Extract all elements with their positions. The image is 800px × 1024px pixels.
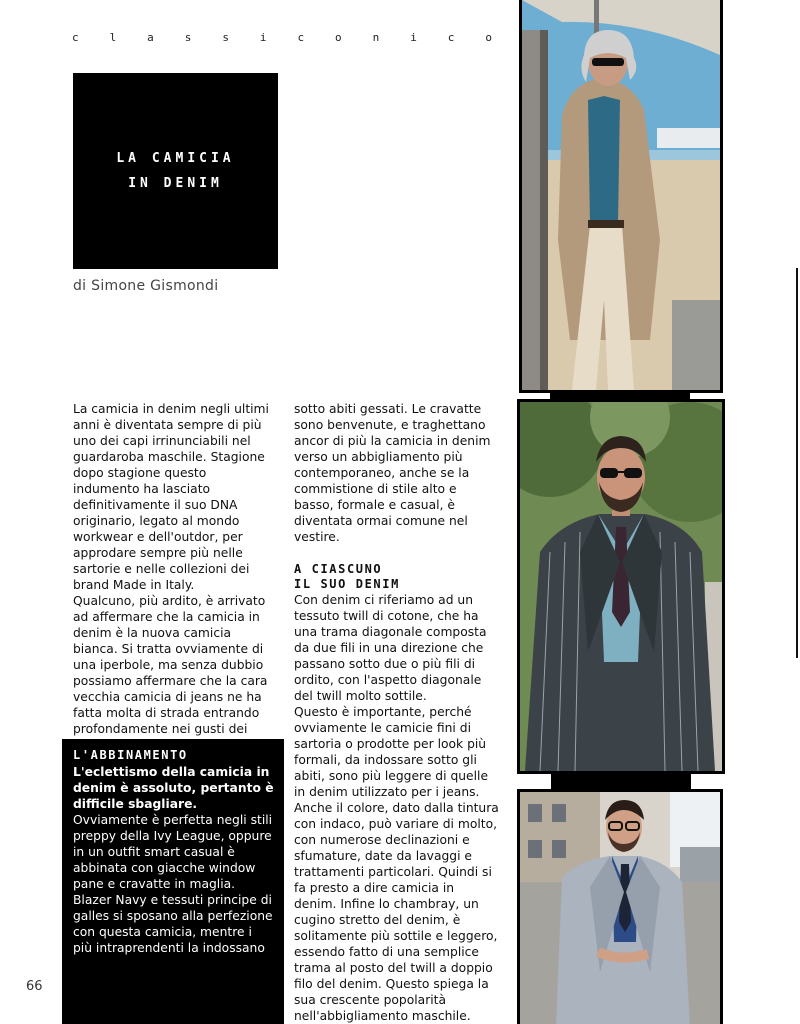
rubric-letter: i — [410, 31, 417, 44]
rubric-letter: s — [184, 31, 192, 44]
photo-man-pinstripe-suit — [517, 399, 725, 774]
photo-man-grey-blazer — [517, 789, 723, 1024]
photo-beach-illustration — [522, 0, 720, 393]
sidebar-text: Ovviamente è perfetta negli stili preppy della Ivy League, oppure in un outfit smart casual è abbinata con giacche window pane e cravatte in maglia. Blazer Navy e tessuti principe di galles si sposano alla perfezione con questa camicia, mentre i più intraprendenti la indossano — [73, 813, 273, 955]
rubric-letter: s — [222, 31, 229, 44]
paragraph: Qualcuno, più ardito, è arrivato ad affermare che la camicia in denim è la nuova camicia bianca. Si tratta ovviamente di una iperbole, ma senza dubbio possiamo affermare che la cara vecchia camicia di jeans ne ha fatta molta di strada entrando profondamente nei gusti dei — [73, 594, 268, 736]
author-byline: di Simone Gismondi — [73, 278, 219, 294]
rubric-letter: i — [259, 31, 267, 44]
title-line-1: LA CAMICIA — [116, 151, 235, 166]
rubric-letter: n — [372, 31, 380, 44]
body-column-1 — [73, 401, 273, 753]
photo-divider-bar — [551, 772, 691, 790]
body-column-2 — [294, 401, 500, 1024]
subheading-line-1: A CIASCUNO — [294, 562, 383, 576]
photo-man-beach — [519, 0, 723, 393]
photo-blazer-illustration — [520, 792, 720, 1024]
sidebar-lead: L'eclettismo della camicia in denim è assoluto, pertanto è difficile sbagliare. — [73, 765, 274, 811]
rubric-letter: a — [147, 31, 154, 44]
photo-suit-illustration — [520, 402, 722, 771]
sidebar-box — [62, 739, 284, 1024]
subheading — [294, 562, 500, 592]
title-line-2: IN DENIM — [128, 176, 223, 191]
article-title-box — [73, 73, 278, 269]
paragraph: Questo è importante, perché ovviamente le camicie fini di sartoria o prodotte per look più formali, da indossare sotto gli abiti, sono più leggere di quelle in denim utilizzato per i jeans. Anche il colore, dato dalla tintura con indaco, può variare di molto, con numerose declinazioni e sfumature, date da lavaggi e trattamenti particolari. Quindi si fa presto a dire camicia in denim. Infine lo chambray, un cugino stretto del denim, è solitamente più sottile e leggero, essendo fatto di una semplice trama al posto del twill a doppio filo del denim. Questo spiega la sua crescente popolarità nell'abbigliamento maschile. — [294, 705, 499, 1023]
paragraph: Con denim ci riferiamo ad un tessuto twill di cotone, che ha una trama diagonale composta da due fili in una direzione che passano sotto due o più fili di ordito, con l'aspetto diagonale del twill molto sottile. — [294, 593, 487, 703]
rubric-letter: c — [72, 31, 79, 44]
subheading-line-2: IL SUO DENIM — [294, 577, 400, 591]
page-edge-rule — [796, 268, 798, 658]
paragraph: La camicia in denim negli ultimi anni è diventata sempre di più uno dei capi irrinunciabili nel guardaroba maschile. Stagione dopo stagione questo indumento ha lasciato definitivamente il suo DNA originario, legato al mondo workwear e dell'outdor, per approdare sempre più nelle sartorie e nelle collezioni dei brand Made in Italy. — [73, 402, 269, 592]
rubric-letter: o — [335, 31, 342, 44]
paragraph: sotto abiti gessati. Le cravatte sono benvenute, e traghettano ancor di più la camicia in denim verso un abbigliamento più contemporaneo, anche se la commistione di stile alto e basso, formale e casual, è diventata ormai comune nel vestire. — [294, 402, 491, 544]
rubric-letter: o — [485, 31, 492, 44]
rubric-letter: c — [297, 31, 305, 44]
section-rubric — [72, 31, 492, 44]
sidebar-heading: L'ABBINAMENTO — [73, 748, 188, 762]
rubric-letter: l — [109, 31, 117, 44]
rubric-letter: c — [447, 31, 455, 44]
page-number: 66 — [26, 979, 43, 994]
